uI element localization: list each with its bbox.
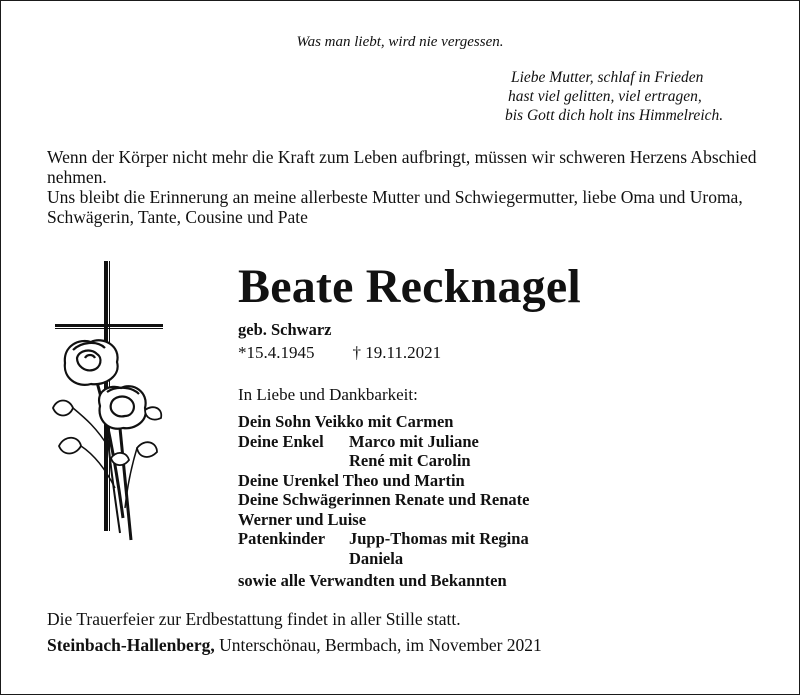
death-date: † 19.11.2021 (352, 343, 442, 362)
deceased-name: Beate Recknagel (238, 260, 581, 313)
family-son: Dein Sohn Veikko mit Carmen (238, 412, 454, 431)
cross-with-roses-icon (45, 258, 170, 558)
family-row (238, 432, 530, 452)
family-godchildren: Jupp-Thomas mit Regina (349, 529, 529, 548)
family-row (238, 451, 530, 471)
family-row (238, 471, 530, 491)
family-row (238, 549, 530, 569)
intro-paragraph: Wenn der Körper nicht mehr die Kraft zum Leben aufbringt, müssen wir schweren Herzens Abschied nehmen. (47, 147, 757, 187)
family-list (238, 412, 530, 568)
family-grandchildren: Marco mit Juliane (349, 431, 479, 451)
intro-text (47, 147, 767, 227)
life-dates (238, 343, 441, 363)
family-godchildren: Daniela (349, 548, 404, 568)
family-great-grandchildren: Deine Urenkel Theo und Martin (238, 470, 465, 490)
verse-line: Liebe Mutter, schlaf in Frieden (511, 69, 704, 86)
verse-line: hast viel gelitten, viel ertragen, (508, 88, 702, 105)
family-grandchildren: René mit Carolin (349, 451, 471, 470)
verse (505, 68, 723, 125)
family-row (238, 490, 530, 510)
family-godchildren-label: Patenkinder (238, 529, 326, 548)
family-sisters-in-law: Deine Schwägerinnen Renate und Renate (238, 490, 530, 509)
intro-paragraph: Uns bleibt die Erinnerung an meine allerbeste Mutter und Schwiegermutter, liebe Oma und Uroma, Schwägerin, Tante, Cousine und Pate (47, 187, 743, 227)
family-row (238, 529, 530, 549)
family-grandchildren-label: Deine Enkel (238, 431, 324, 451)
thanks-line: In Liebe und Dankbarkeit: (238, 385, 418, 404)
place-rest: Unterschönau, Bermbach, im November 2021 (214, 635, 542, 655)
born-name: geb. Schwarz (238, 320, 332, 339)
closing-line: sowie alle Verwandten und Bekannten (238, 571, 507, 590)
place-and-date (47, 635, 542, 656)
family-others: Werner und Luise (238, 509, 367, 529)
family-row (238, 412, 530, 432)
motto: Was man liebt, wird nie vergessen. (296, 34, 504, 50)
birth-date: *15.4.1945 (238, 343, 315, 362)
verse-line: bis Gott dich holt ins Himmelreich. (505, 107, 724, 124)
funeral-note: Die Trauerfeier zur Erdbestattung findet in aller Stille statt. (47, 609, 461, 629)
family-row (238, 510, 530, 530)
place-main: Steinbach-Hallenberg, (47, 635, 215, 655)
